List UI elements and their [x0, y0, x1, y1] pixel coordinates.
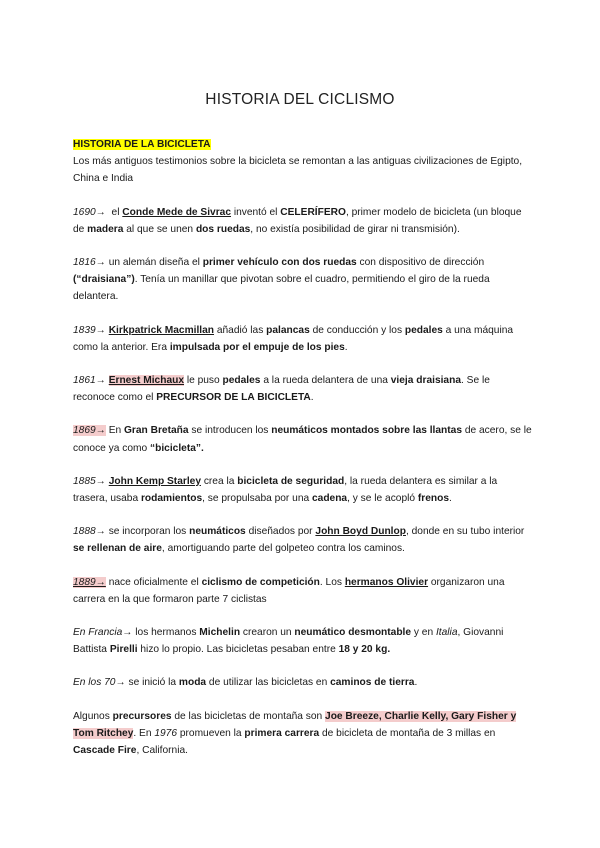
text-span: se introducen los: [188, 425, 272, 437]
text-span: .: [310, 392, 314, 404]
text-span: promueven la: [177, 727, 245, 739]
section-heading: HISTORIA DE LA BICICLETA: [73, 139, 211, 150]
text-span: , la rueda delantera es similar a la trasera, usaba: [73, 475, 498, 505]
paragraph-montana: [73, 708, 533, 760]
year-label: 1889→: [73, 576, 106, 588]
text-span: , amortiguando parte del golpeteo contra los caminos.: [161, 543, 405, 555]
text-span: y en: [411, 627, 436, 639]
bold-term: pedales: [222, 375, 261, 387]
text-span: .: [449, 493, 452, 505]
text-span: , primer modelo de bicicleta (un bloque de: [73, 206, 522, 235]
paragraph-1889: [73, 574, 533, 608]
paragraph-francia: [73, 624, 533, 658]
person-name: hermanos Olivier: [344, 576, 429, 588]
text-span: hizo lo propio. Las bicicletas pesaban entre: [137, 644, 339, 656]
text-span: crea la: [200, 475, 238, 487]
bold-term: moda: [178, 677, 207, 689]
bold-term: neumáticos montados sobre las llantas: [271, 425, 463, 437]
bold-term: cadena: [311, 493, 348, 505]
text-span: de utilizar las bicicletas en: [206, 677, 331, 689]
text-span: un alemán diseña el: [105, 257, 203, 269]
italic-term: 1976: [154, 727, 178, 739]
text-span: con dispositivo de dirección: [356, 257, 485, 269]
text-span: le puso: [184, 375, 223, 387]
intro-paragraph: [73, 136, 533, 188]
text-span: , California.: [136, 745, 188, 757]
bold-term: dos ruedas: [195, 223, 251, 235]
text-span: al que se unen: [123, 223, 196, 235]
bold-term: Michelin: [199, 627, 241, 639]
text-span: añadió las: [214, 324, 267, 336]
text-span: organizaron una carrera en la que formaron parte 7 ciclistas: [73, 576, 505, 605]
text-span: Algunos: [73, 710, 113, 722]
bold-term: precursores: [112, 710, 172, 722]
bold-term: pedales: [404, 324, 443, 336]
bold-term: Cascade Fire: [73, 745, 137, 757]
document-body: [73, 136, 533, 775]
bold-term: PRECURSOR DE LA BICICLETA: [156, 392, 311, 404]
paragraph-1888: [73, 523, 533, 557]
intro-text: Los más antiguos testimonios sobre la bicicleta se remontan a las antiguas civilizaciones de Egipto, China e India: [73, 156, 523, 185]
bold-term: Pirelli: [109, 644, 138, 656]
year-label: 1816→: [73, 257, 106, 269]
bold-term: 18 y 20 kg.: [338, 644, 391, 656]
person-names: Joe Breeze, Charlie Kelly, Gary Fisher y Tom Ritchey: [73, 710, 517, 739]
text-span: los hermanos: [132, 627, 200, 639]
bold-term: ciclismo de competición: [201, 576, 320, 588]
bold-term: se rellenan de aire: [73, 543, 162, 555]
text-span: se incorporan los: [105, 526, 190, 538]
lead-label: En Francia→: [73, 627, 133, 639]
bold-term: primera carrera: [244, 727, 320, 739]
bold-term: “bicicleta”.: [150, 442, 204, 454]
paragraph-1861: [73, 372, 533, 406]
person-name: Kirkpatrick Macmillan: [108, 324, 215, 336]
paragraph-70s: [73, 674, 533, 691]
person-name: John Boyd Dunlop: [315, 526, 406, 538]
text-span: de acero, se le conoce ya como: [73, 425, 532, 454]
text-span: inventó el: [231, 206, 281, 218]
bold-term: primer vehículo con dos ruedas: [202, 257, 357, 269]
text-span: de conducción y los: [309, 324, 405, 336]
person-name: John Kemp Starley: [108, 475, 201, 487]
bold-term: CELERÍFERO: [280, 206, 346, 218]
text-span: nace oficialmente el: [105, 576, 202, 588]
text-span: de bicicleta de montaña de 3 millas en: [319, 727, 496, 739]
paragraph-1869: [73, 422, 533, 456]
lead-label: En los 70→: [73, 677, 126, 689]
paragraph-1816: [73, 254, 533, 306]
bold-term: madera: [87, 223, 124, 235]
text-span: . Se le reconoce como el: [73, 375, 490, 404]
year-label: 1861→: [73, 375, 106, 387]
bold-term: frenos: [417, 493, 450, 505]
text-span: En: [105, 425, 124, 437]
paragraph-1690: [73, 204, 533, 238]
paragraph-1885: [73, 473, 533, 507]
paragraph-1839: [73, 322, 533, 356]
document-title: HISTORIA DEL CICLISMO: [205, 91, 395, 108]
year-label: 1690→: [73, 206, 106, 218]
bold-term: neumáticos: [189, 526, 246, 538]
text-span: , se propulsaba por una: [202, 493, 312, 505]
text-span: , Giovanni Battista: [73, 627, 504, 656]
text-span: , no existía posibilidad de girar ni transmisión).: [250, 223, 460, 235]
text-span: . Tenía un manillar que pivotan sobre el cuadro, permitiendo el giro de la rueda delantera.: [73, 274, 490, 303]
text-span: el: [111, 206, 123, 218]
year-label: 1839→: [73, 324, 106, 336]
text-span: , y se le acopló: [347, 493, 418, 505]
bold-term: vieja draisiana: [390, 375, 461, 387]
text-span: a la rueda delantera de una: [260, 375, 391, 387]
person-name: Conde Mede de Sivrac: [122, 206, 231, 218]
text-span: se inició la: [125, 677, 179, 689]
year-label: 1885→: [73, 475, 106, 487]
text-span: . En: [133, 727, 155, 739]
bold-term: caminos de tierra: [330, 677, 415, 689]
text-span: a una máquina como la anterior. Era: [73, 324, 514, 353]
italic-term: Italia: [435, 627, 458, 639]
person-name: Ernest Michaux: [108, 375, 185, 387]
bold-term: palancas: [266, 324, 310, 336]
text-span: de las bicicletas de montaña son: [171, 710, 326, 722]
bold-term: Gran Bretaña: [123, 425, 189, 437]
bold-term: impulsada por el empuje de los pies: [169, 341, 345, 353]
bold-term: rodamientos: [140, 493, 203, 505]
year-label: 1888→: [73, 526, 106, 538]
bold-term: neumático desmontable: [294, 627, 412, 639]
text-span: .: [414, 677, 418, 689]
bold-term: bicicleta de seguridad: [237, 475, 345, 487]
text-span: .: [344, 341, 348, 353]
text-span: crearon un: [240, 627, 295, 639]
bold-term: (“draisiana”): [73, 274, 135, 286]
text-span: , donde en su tubo interior: [405, 526, 525, 538]
year-label: 1869→: [73, 425, 106, 437]
text-span: diseñados por: [245, 526, 316, 538]
text-span: . Los: [319, 576, 345, 588]
